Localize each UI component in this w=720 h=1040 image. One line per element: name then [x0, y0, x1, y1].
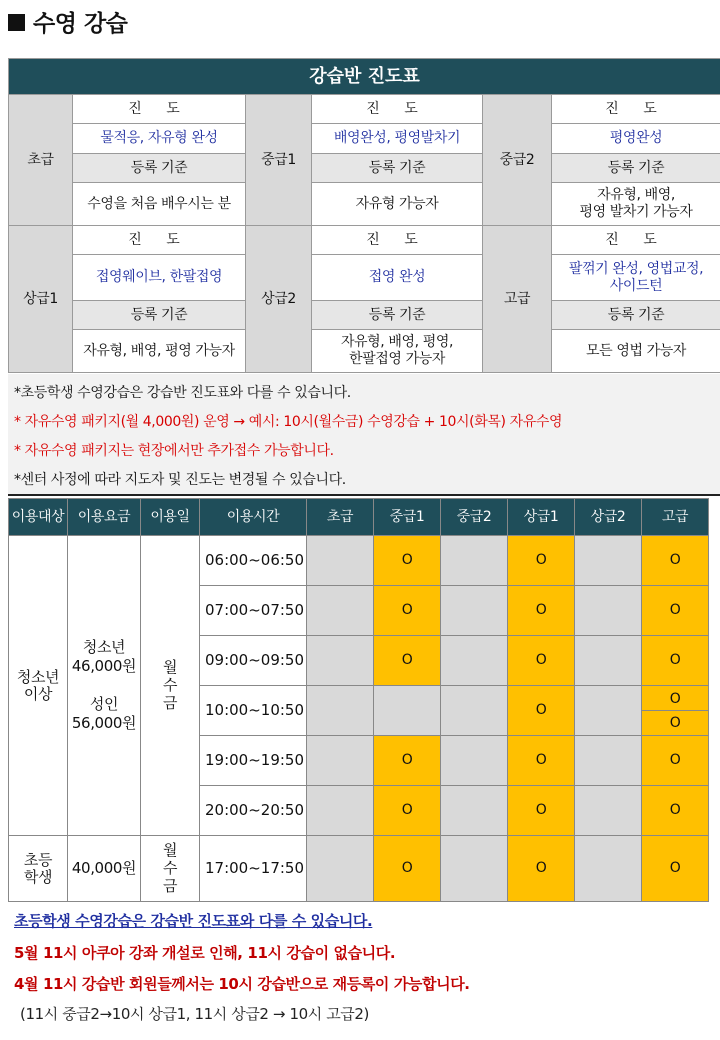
content-advanced1: 접영웨이브, 한팔접영 [73, 255, 246, 301]
header-intermediate1: 중급1 [374, 499, 441, 536]
empty-cell [575, 636, 642, 686]
jindo-label: 진 도 [73, 95, 246, 124]
footer-note-3: 4월 11시 강습반 회원들께서는 10시 강습반으로 재등록이 가능합니다. [14, 975, 470, 993]
level-advanced2: 상급2 [246, 226, 312, 373]
empty-cell [441, 736, 508, 786]
page-title-text: 수영 강습 [33, 10, 128, 37]
empty-cell [307, 586, 374, 636]
target-advanced1: 자유형, 배영, 평영 가능자 [73, 330, 246, 373]
header-days: 이용일 [141, 499, 200, 536]
reg-label: 등록 기준 [312, 154, 483, 183]
empty-cell [441, 586, 508, 636]
note-item: * 자유수영 패키지는 현장에서만 추가접수 가능합니다. [14, 443, 334, 459]
header-target: 이용대상 [9, 499, 68, 536]
mark-cell: O [642, 836, 709, 902]
jindo-label: 진 도 [73, 226, 246, 255]
jindo-label: 진 도 [312, 226, 483, 255]
content-beginner: 물적응, 자유형 완성 [73, 124, 246, 154]
mark-cell: O [642, 786, 709, 836]
time-cell: 20:00~20:50 [200, 786, 307, 836]
time-cell: 10:00~10:50 [200, 686, 307, 736]
footer-note-4: (11시 중급2→10시 상급1, 11시 상급2 → 10시 고급2) [20, 1005, 369, 1023]
empty-cell [374, 686, 441, 736]
empty-cell [575, 686, 642, 736]
mark-cell: O [508, 636, 575, 686]
group2-target: 초등 학생 [9, 836, 68, 902]
header-intermediate2: 중급2 [441, 499, 508, 536]
mark-cell: O [508, 786, 575, 836]
empty-cell [575, 586, 642, 636]
empty-cell [307, 736, 374, 786]
header-advanced2: 상급2 [575, 499, 642, 536]
page-title [8, 4, 127, 38]
jindo-label: 진 도 [312, 95, 483, 124]
header-advanced1: 상급1 [508, 499, 575, 536]
content-advanced2: 접영 완성 [312, 255, 483, 301]
jindo-label: 진 도 [552, 226, 720, 255]
level-intermediate1: 중급1 [246, 95, 312, 226]
mark-cell: O [374, 736, 441, 786]
mark-cell: O [669, 714, 681, 731]
reg-label: 등록 기준 [73, 154, 246, 183]
time-cell: 19:00~19:50 [200, 736, 307, 786]
mark-cell: O [642, 636, 709, 686]
group1-days-text: 월수금 [162, 658, 178, 712]
note-item: *센터 사정에 따라 지도자 및 진도는 변경될 수 있습니다. [14, 472, 346, 488]
empty-cell [575, 786, 642, 836]
empty-cell [441, 686, 508, 736]
target-expert: 모든 영법 가능자 [552, 330, 720, 373]
mark-cell: O [508, 686, 575, 736]
group2-days [141, 836, 200, 902]
mark-cell: O [374, 836, 441, 902]
mark-cell: O [642, 536, 709, 586]
time-cell: 09:00~09:50 [200, 636, 307, 686]
mark-cell: O [642, 586, 709, 636]
note-item: *초등학생 수영강습은 강습반 진도표와 다를 수 있습니다. [14, 385, 351, 401]
empty-cell [307, 536, 374, 586]
header-beginner: 초급 [307, 499, 374, 536]
empty-cell [575, 736, 642, 786]
empty-cell [575, 836, 642, 902]
empty-cell [441, 636, 508, 686]
target-intermediate1: 자유형 가능자 [312, 183, 483, 226]
mark-cell: O [508, 736, 575, 786]
reg-label: 등록 기준 [552, 301, 720, 330]
content-intermediate1: 배영완성, 평영발차기 [312, 124, 483, 154]
mark-cell: O [508, 586, 575, 636]
mark-cell: O [374, 536, 441, 586]
mark-cell: O [508, 536, 575, 586]
target-intermediate2: 자유형, 배영, 평영 발차기 가능자 [552, 183, 720, 226]
square-bullet-icon [8, 14, 25, 31]
empty-cell [441, 786, 508, 836]
time-cell: 07:00~07:50 [200, 586, 307, 636]
time-cell: 06:00~06:50 [200, 536, 307, 586]
group1-target: 청소년 이상 [9, 536, 68, 836]
footer-note-1: 초등학생 수영강습은 강습반 진도표와 다를 수 있습니다. [14, 912, 373, 930]
time-cell: 17:00~17:50 [200, 836, 307, 902]
empty-cell [441, 536, 508, 586]
empty-cell [307, 786, 374, 836]
progress-table [8, 58, 720, 373]
header-fee: 이용요금 [68, 499, 141, 536]
level-advanced1: 상급1 [9, 226, 73, 373]
reg-label: 등록 기준 [552, 154, 720, 183]
mark-cell: O [374, 636, 441, 686]
mark-cell: O [642, 736, 709, 786]
group1-fee: 청소년 46,000원 성인 56,000원 [68, 536, 141, 836]
note-item: * 자유수영 패키지(월 4,000원) 운영 → 예시: 10시(월수금) 수영강습 + 10시(화목) 자유수영 [14, 414, 563, 430]
progress-table-title: 강습반 진도표 [9, 59, 720, 95]
level-beginner: 초급 [9, 95, 73, 226]
split-mark-cell [642, 686, 709, 736]
level-expert: 고급 [483, 226, 552, 373]
table-row [9, 536, 709, 586]
empty-cell [307, 836, 374, 902]
reg-label: 등록 기준 [312, 301, 483, 330]
empty-cell [441, 836, 508, 902]
footer-note-2: 5월 11시 아쿠아 강좌 개설로 인해, 11시 강습이 없습니다. [14, 944, 396, 962]
group2-fee: 40,000원 [68, 836, 141, 902]
level-intermediate2: 중급2 [483, 95, 552, 226]
target-beginner: 수영을 처음 배우시는 분 [73, 183, 246, 226]
content-intermediate2: 평영완성 [552, 124, 720, 154]
empty-cell [307, 636, 374, 686]
notes-box [8, 374, 720, 496]
schedule-table [8, 498, 709, 902]
group2-days-text: 월수금 [162, 841, 178, 895]
target-advanced2: 자유형, 배영, 평영, 한팔접영 가능자 [312, 330, 483, 373]
empty-cell [307, 686, 374, 736]
header-time: 이용시간 [200, 499, 307, 536]
mark-cell: O [374, 786, 441, 836]
mark-cell: O [642, 687, 708, 711]
empty-cell [575, 536, 642, 586]
jindo-label: 진 도 [552, 95, 720, 124]
header-expert: 고급 [642, 499, 709, 536]
reg-label: 등록 기준 [73, 301, 246, 330]
content-expert: 팔꺾기 완성, 영법교정, 사이드턴 [552, 255, 720, 301]
table-row [9, 836, 709, 902]
mark-cell: O [508, 836, 575, 902]
mark-cell: O [374, 586, 441, 636]
group1-days [141, 536, 200, 836]
